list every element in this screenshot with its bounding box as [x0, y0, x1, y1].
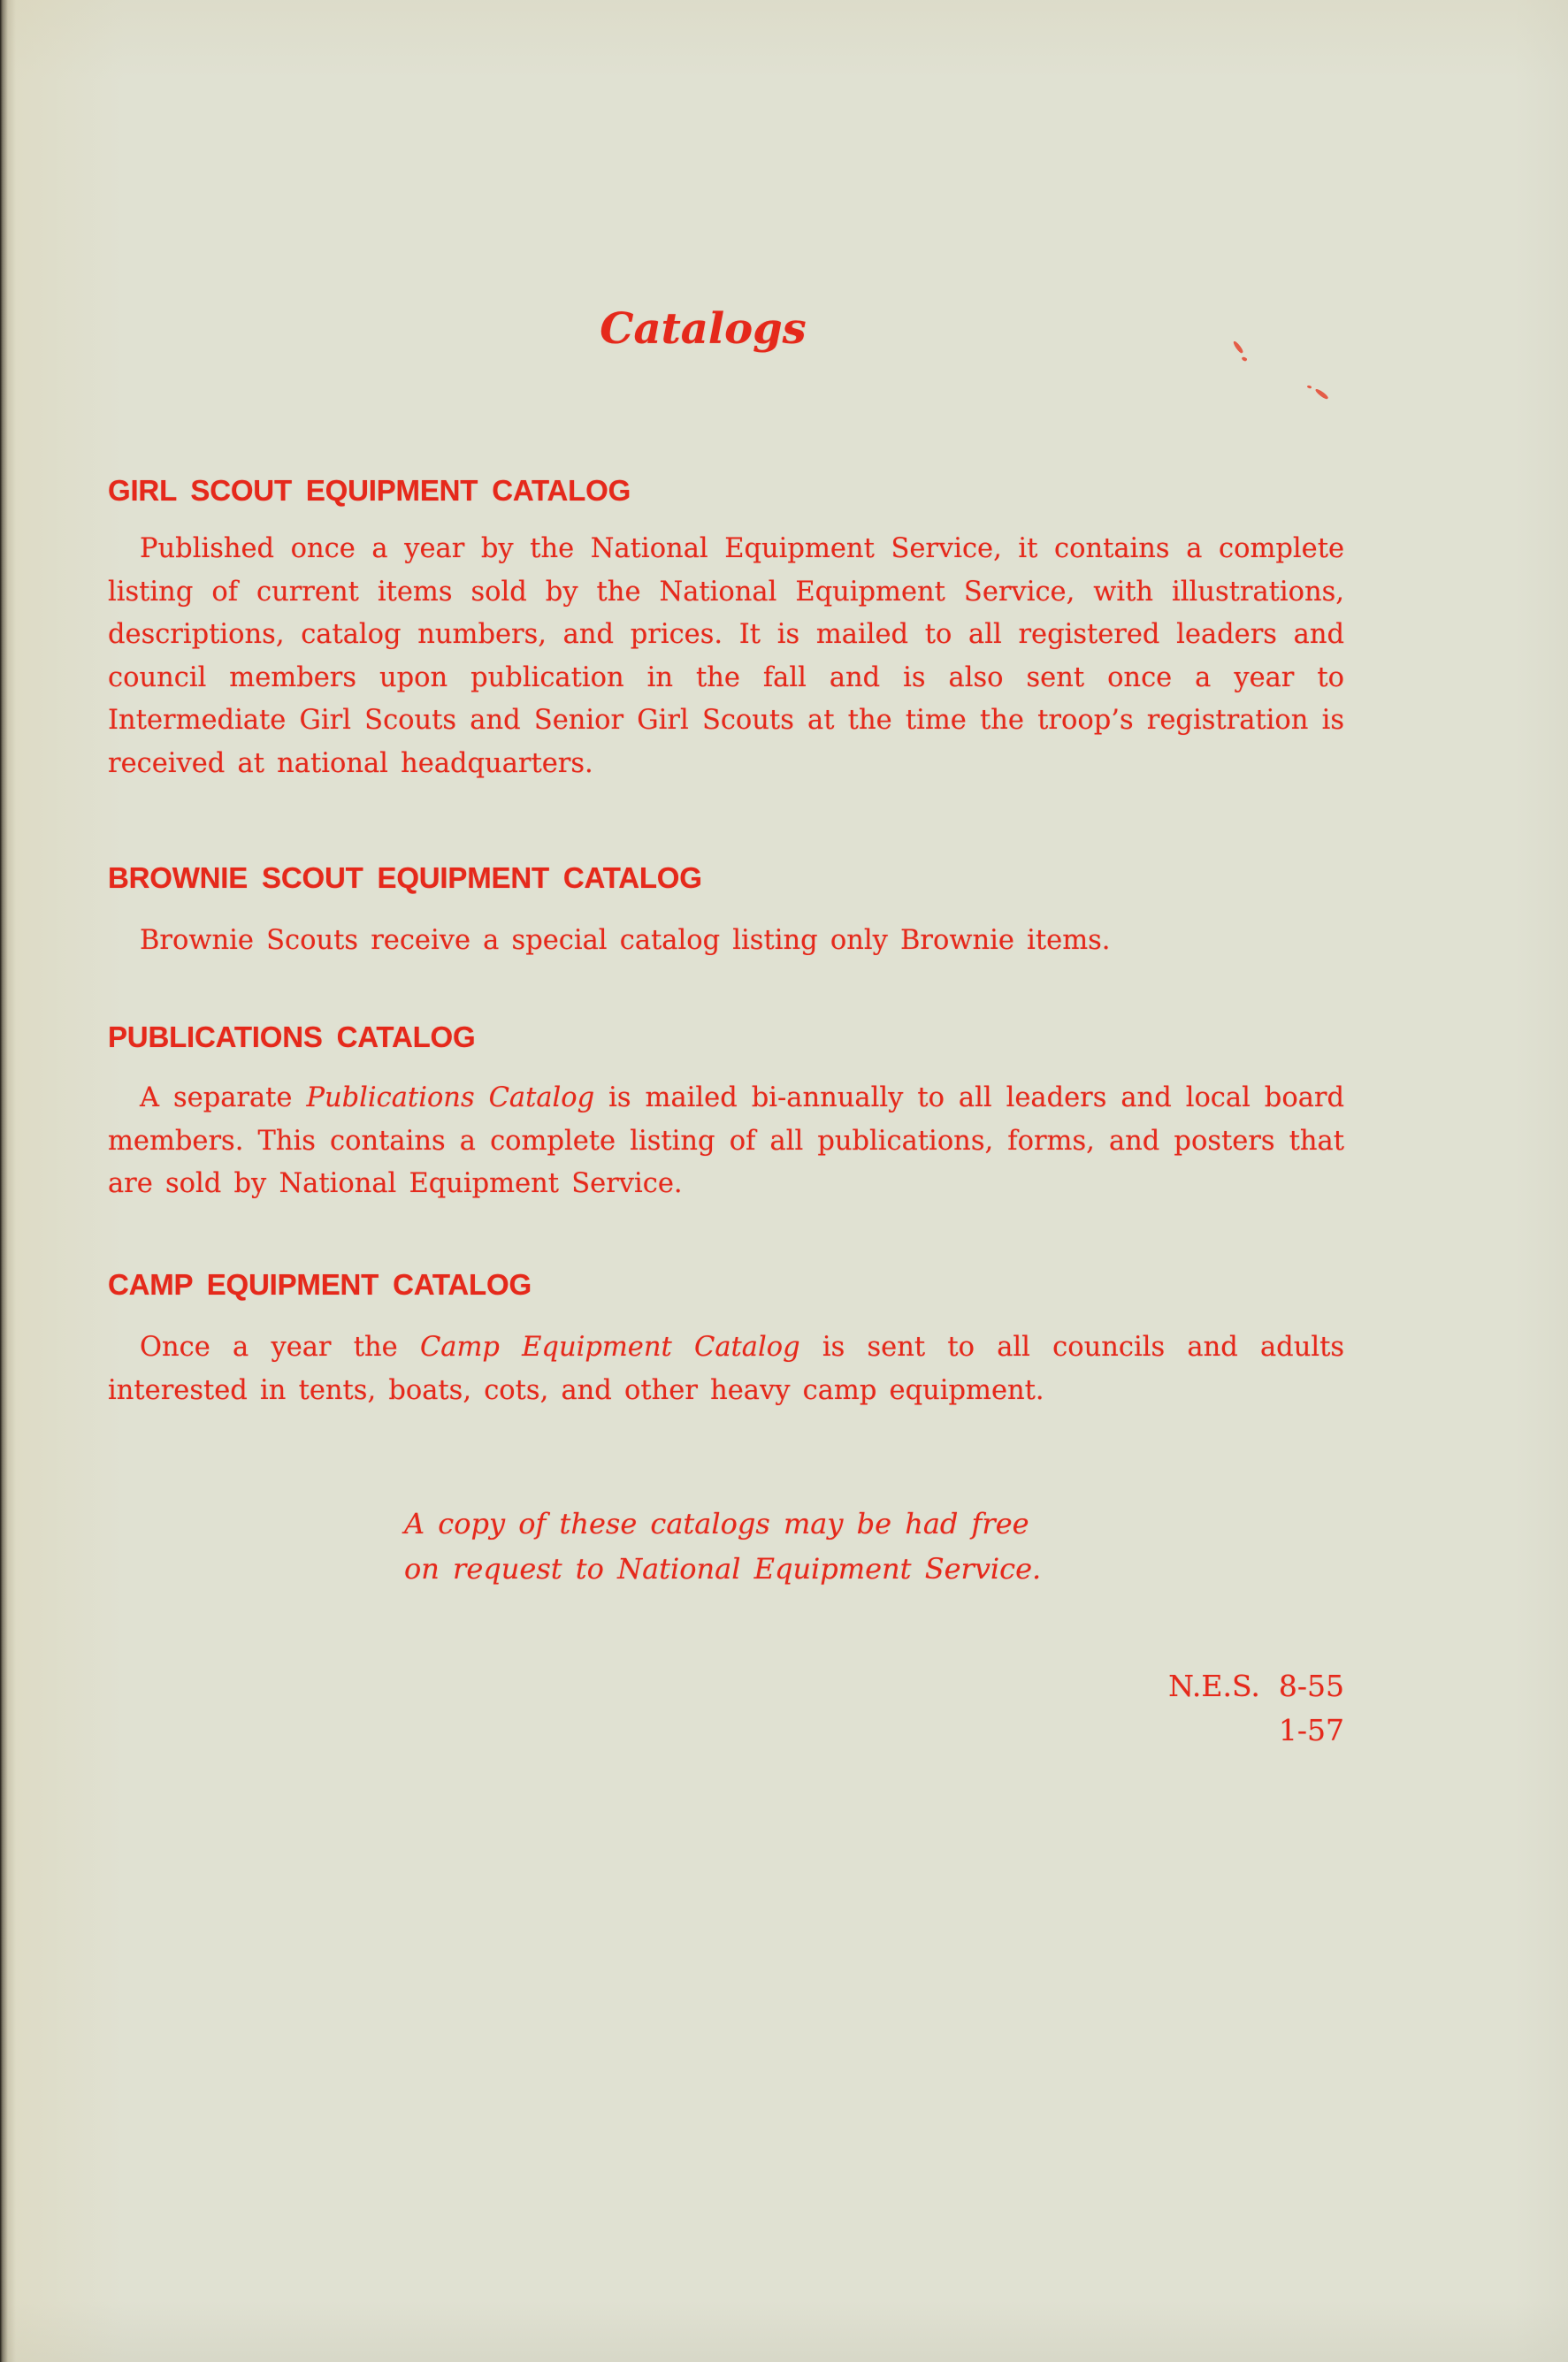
ink-speck — [1314, 387, 1328, 400]
paragraph-publications-catalog — [108, 1077, 1344, 1206]
section-heading-brownie-scout-equipment-catalog: BROWNIE SCOUT EQUIPMENT CATALOG — [108, 861, 702, 894]
footer-code-nes-8-55: N.E.S. 8-55 — [1168, 1669, 1344, 1703]
catalog-name-italic: Camp Equipment Catalog — [419, 1332, 800, 1363]
ink-speck — [1241, 356, 1247, 362]
paragraph-text: Once a year the — [140, 1332, 420, 1363]
page-title: Catalogs — [600, 304, 807, 354]
free-copy-note — [404, 1502, 1094, 1592]
footer-codes — [108, 1664, 1344, 1753]
section-heading-camp-equipment-catalog: CAMP EQUIPMENT CATALOG — [108, 1268, 532, 1301]
paragraph-text: Brownie Scouts receive a special catalog listing only Brownie items. — [140, 925, 1111, 956]
ink-speck — [1307, 385, 1312, 389]
section-heading-publications-catalog: PUBLICATIONS CATALOG — [108, 1020, 476, 1053]
paragraph-girl-scout-equipment-catalog — [108, 528, 1344, 785]
catalog-name-italic: Publications Catalog — [306, 1082, 595, 1113]
note-line-1: A copy of these catalogs may be had free — [404, 1507, 1029, 1540]
section-heading-girl-scout-equipment-catalog: GIRL SCOUT EQUIPMENT CATALOG — [108, 474, 631, 507]
paragraph-camp-equipment-catalog — [108, 1326, 1344, 1412]
paragraph-text: A separate — [140, 1082, 307, 1113]
footer-code-1-57: 1-57 — [1278, 1713, 1344, 1747]
paragraph-text: is mailed bi-annually to all leaders and local board members. This contains a complete listing of all publications, forms, and posters that are sold by National Equipment Service. — [108, 1082, 1344, 1199]
paragraph-text: Published once a year by the National Equipment Service, it contains a complete listing of current items sold by the National Equipment Service, with illustrations, descriptions, catalog numbers, and prices. It is mailed to all registered leaders and council members upon publication in the fall and is also sent once a year to Intermediate Girl Scouts and Senior Girl Scouts at the time the troop’s registration is received at national headquarters. — [108, 533, 1344, 779]
paragraph-brownie-scout-equipment-catalog — [108, 920, 1344, 963]
note-line-2: on request to National Equipment Service. — [404, 1552, 1042, 1586]
paragraph-text: is sent to all councils and adults interested in tents, boats, cots, and other heavy camp equipment. — [108, 1332, 1344, 1406]
